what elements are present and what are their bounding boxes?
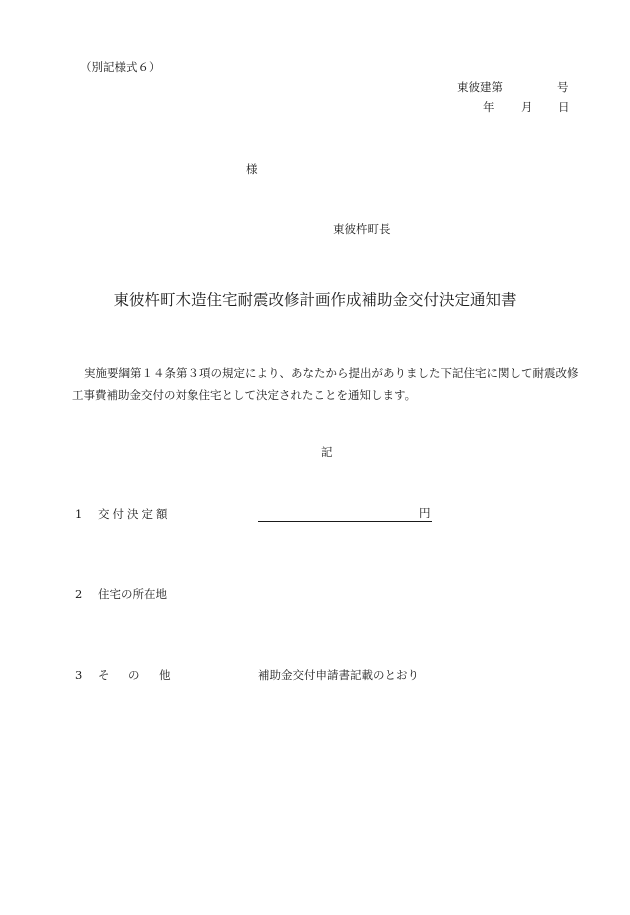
amount-underline bbox=[258, 506, 432, 522]
item-3-value: 補助金交付申請書記載のとおり bbox=[258, 668, 419, 682]
date-month: 月 bbox=[521, 100, 533, 114]
document-number-prefix: 東彼建第 bbox=[457, 80, 503, 94]
form-label: （別記様式６） bbox=[80, 60, 161, 74]
addressee-honorific: 様 bbox=[246, 162, 258, 176]
date-day: 日 bbox=[558, 100, 570, 114]
document-title: 東彼杵町木造住宅耐震改修計画作成補助金交付決定通知書 bbox=[113, 291, 517, 309]
amount-unit: 円 bbox=[419, 506, 431, 520]
item-3-label-char-2: の bbox=[128, 668, 140, 682]
date-year: 年 bbox=[483, 100, 495, 114]
item-2-label: 住宅の所在地 bbox=[98, 587, 167, 601]
item-3-label-char-3: 他 bbox=[159, 668, 171, 682]
item-1-label: 交付決定額 bbox=[98, 507, 171, 521]
item-3-label-char-1: そ bbox=[98, 668, 110, 682]
item-2-number: 2 bbox=[75, 587, 83, 601]
issuer-name: 東彼杵町長 bbox=[333, 222, 391, 236]
body-paragraph: 実施要綱第１４条第３項の規定により、あなたから提出がありました下記住宅に関して耐震改修工事費補助金交付の対象住宅として決定されたことを通知します。 bbox=[72, 366, 579, 402]
ki-heading: 記 bbox=[321, 445, 333, 459]
item-3-number: 3 bbox=[75, 668, 83, 682]
item-1-number: 1 bbox=[75, 507, 83, 521]
document-number-suffix: 号 bbox=[557, 80, 569, 94]
